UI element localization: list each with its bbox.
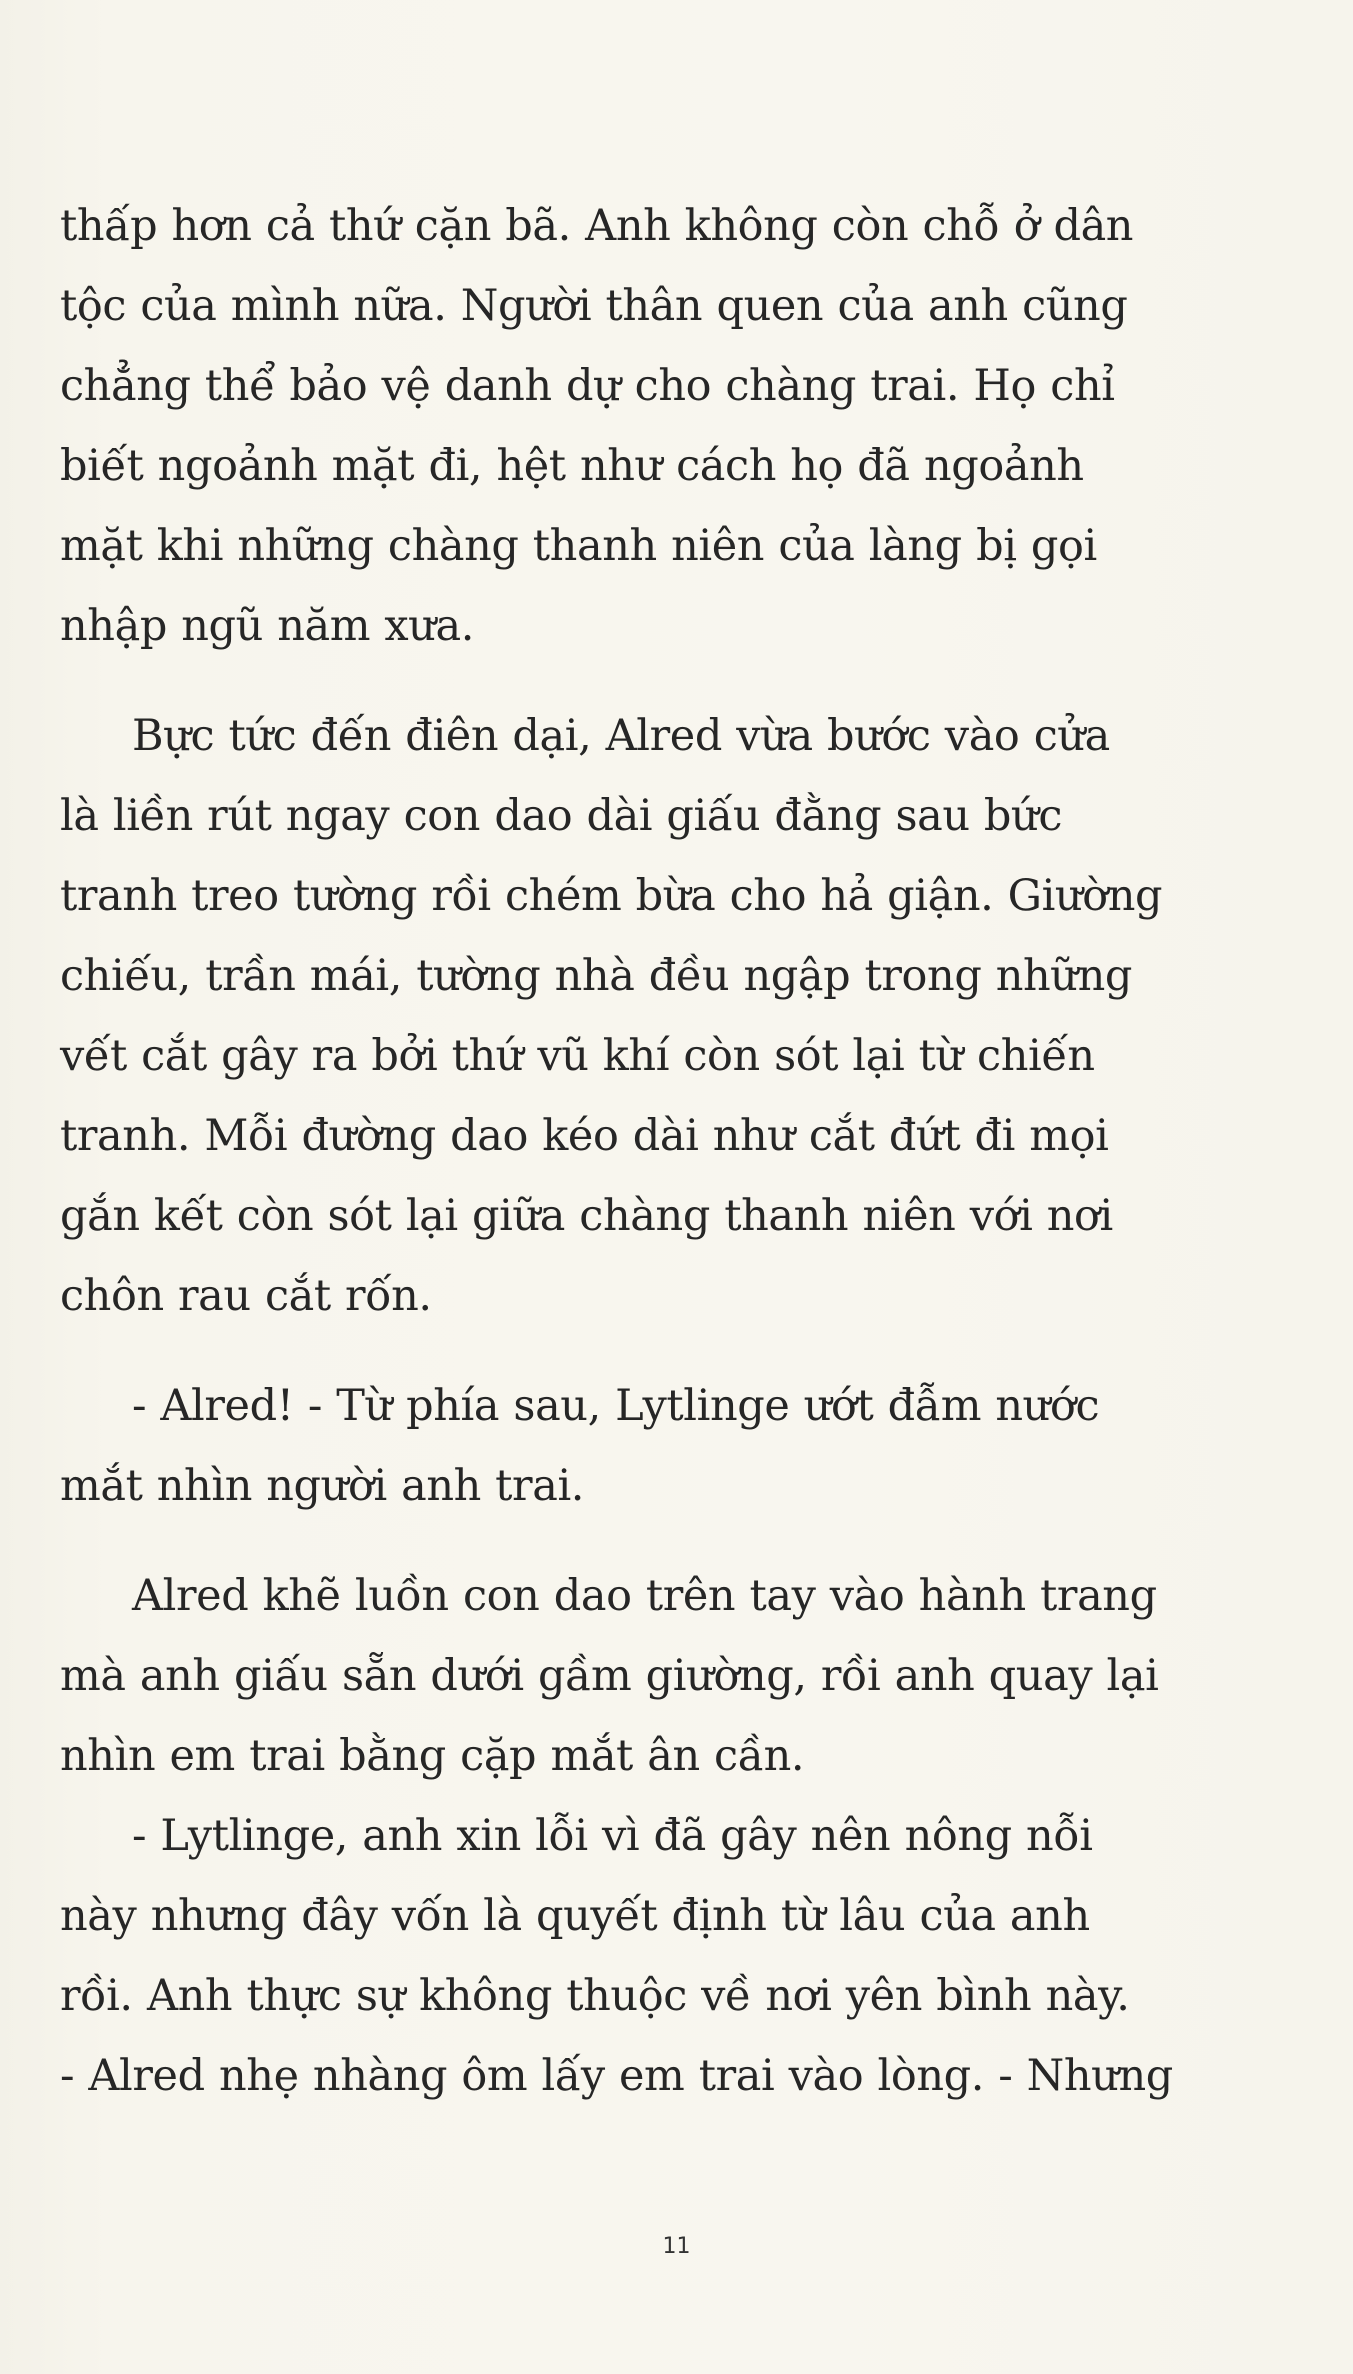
text-line: vết cắt gây ra bởi thứ vũ khí còn sót lại từ chiến [60, 1031, 1095, 1081]
paragraph-3 [60, 1366, 1230, 1526]
text-line: chiếu, trần mái, tường nhà đều ngập trong những [60, 951, 1133, 1001]
body-text [60, 186, 1230, 2116]
text-line: tộc của mình nữa. Người thân quen của anh cũng [60, 281, 1128, 331]
text-line: Bực tức đến điên dại, Alred vừa bước vào cửa [132, 711, 1110, 761]
text-line: - Alred! - Từ phía sau, Lytlinge ướt đẫm nước [132, 1381, 1100, 1431]
text-line: mặt khi những chàng thanh niên của làng bị gọi [60, 521, 1097, 571]
text-line: chẳng thể bảo vệ danh dự cho chàng trai. Họ chỉ [60, 361, 1115, 411]
text-line: thấp hơn cả thứ cặn bã. Anh không còn chỗ ở dân [60, 201, 1134, 251]
text-line: mà anh giấu sẵn dưới gầm giường, rồi anh quay lại [60, 1651, 1159, 1701]
text-line: là liền rút ngay con dao dài giấu đằng sau bức [60, 791, 1063, 841]
text-line: tranh. Mỗi đường dao kéo dài như cắt đứt đi mọi [60, 1111, 1109, 1161]
text-line: biết ngoảnh mặt đi, hệt như cách họ đã ngoảnh [60, 441, 1084, 491]
text-line: mắt nhìn người anh trai. [60, 1461, 585, 1511]
text-line: - Lytlinge, anh xin lỗi vì đã gây nên nông nỗi [132, 1811, 1093, 1861]
text-line: nhập ngũ năm xưa. [60, 601, 475, 651]
paragraph-4 [60, 1556, 1230, 1796]
text-line: - Alred nhẹ nhàng ôm lấy em trai vào lòng. - Nhưng [60, 2051, 1173, 2101]
text-line: nhìn em trai bằng cặp mắt ân cần. [60, 1731, 805, 1781]
paragraph-5 [60, 1796, 1230, 2116]
text-line: rồi. Anh thực sự không thuộc về nơi yên bình này. [60, 1971, 1130, 2021]
text-line: tranh treo tường rồi chém bừa cho hả giận. Giường [60, 871, 1163, 921]
text-line: chôn rau cắt rốn. [60, 1271, 432, 1321]
text-line: gắn kết còn sót lại giữa chàng thanh niên với nơi [60, 1191, 1113, 1241]
text-line: Alred khẽ luồn con dao trên tay vào hành trang [132, 1571, 1157, 1621]
paragraph-2 [60, 696, 1230, 1336]
page-number: 11 [662, 2234, 691, 2259]
text-line: này nhưng đây vốn là quyết định từ lâu của anh [60, 1891, 1090, 1941]
paragraph-1 [60, 186, 1230, 666]
